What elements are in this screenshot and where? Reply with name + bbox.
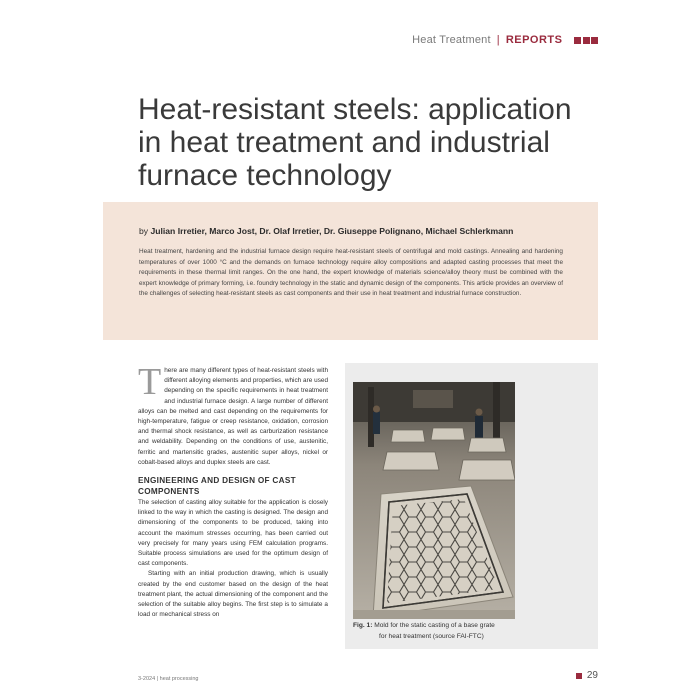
byline [139, 226, 579, 236]
figure-box [345, 363, 598, 649]
footer-page [576, 670, 598, 681]
article-title [138, 93, 578, 192]
title-line: in heat treatment and industrial [138, 126, 550, 159]
body-paragraph: Starting with an initial production drawing, which is usually created by the end customer based on the design of the heat treatment plant, the actual dimensioning of the component and the selection of the suitable alloy begins. The first step is to simulate a load or mechanical stress on [138, 570, 328, 619]
figure-caption [353, 621, 553, 642]
figure-label: Fig. 1: [353, 622, 373, 629]
title-line: Heat-resistant steels: application [138, 93, 572, 126]
running-header [412, 34, 598, 46]
drop-cap: T [138, 361, 162, 403]
caption-text: for heat treatment (source FAI-FTC) [379, 632, 484, 640]
header-separator: | [496, 34, 500, 46]
journal-name: heat processing [159, 676, 199, 682]
section-heading: ENGINEERING AND DESIGN OF CAST COMPONENTS [138, 476, 296, 496]
square-icon [576, 673, 582, 679]
square-icon [574, 37, 581, 44]
caption-text: Mold for the static casting of a base grate [372, 622, 495, 629]
issue-number: 3-2024 [138, 676, 156, 682]
mold-photo-illustration [353, 382, 515, 619]
abstract-box [103, 202, 598, 340]
author-list: Julian Irretier, Marco Jost, Dr. Olaf Irretier, Dr. Giuseppe Polignano, Michael Schlerkmann [150, 226, 514, 236]
body-paragraph: The selection of casting alloy suitable for the application is closely linked to the way in which the casting is designed. The design and dimensioning of the components to be produced, taking into account the maximum stresses occurring, has been carried out very precisely for many years using FEM calculation programs. Suitable process simulations are used for the optimum design of cast components. [138, 499, 328, 568]
title-line: furnace technology [138, 159, 392, 192]
byline-prefix: by [139, 226, 151, 236]
square-icon [591, 37, 598, 44]
body-column [138, 361, 328, 620]
header-section: Heat Treatment [412, 34, 491, 46]
header-category: REPORTS [505, 34, 563, 46]
footer-separator: | [156, 676, 159, 682]
intro-text: here are many different types of heat-resistant steels with different alloying elements and properties, which are used depending on the specific requirements in heat treatment and industrial furnace design. A large number of different alloys can be melted and cast depending on the requirements for high-temperature, fatigue or creep resistance, oxidation, corrosion and thermal shock resistance, as well as carburization resistance and weldability. Depending on the conditions of use, austenitic, ferritic and martensitic grades, austenitic super alloys, nickel or cobalt-based alloys and duplex steels are cast. [138, 367, 328, 466]
intro-paragraph [138, 361, 328, 468]
header-squares-decoration [573, 37, 599, 44]
abstract-text: Heat treatment, hardening and the industrial furnace design require heat-resistant steels of centrifugal and mold castings. Annealing and hardening temperatures of over 1000 °C and the demands on furnace technology require alloy compositions and adapted casting processes that meet the requirements in these thermal limit ranges. On the one hand, the expert knowledge of materials science/alloy theory must be combined with the expert knowledge of primary forming, i.e. foundry technology in the static and dynamic design of the components. This article provides an overview of the challenges of selecting heat-resistant steels as cast components and their use in heat treatment and industrial furnace construction. [139, 248, 563, 298]
footer-issue [138, 676, 198, 682]
figure-photo [353, 382, 515, 619]
page-number: 29 [586, 670, 598, 681]
square-icon [583, 37, 590, 44]
